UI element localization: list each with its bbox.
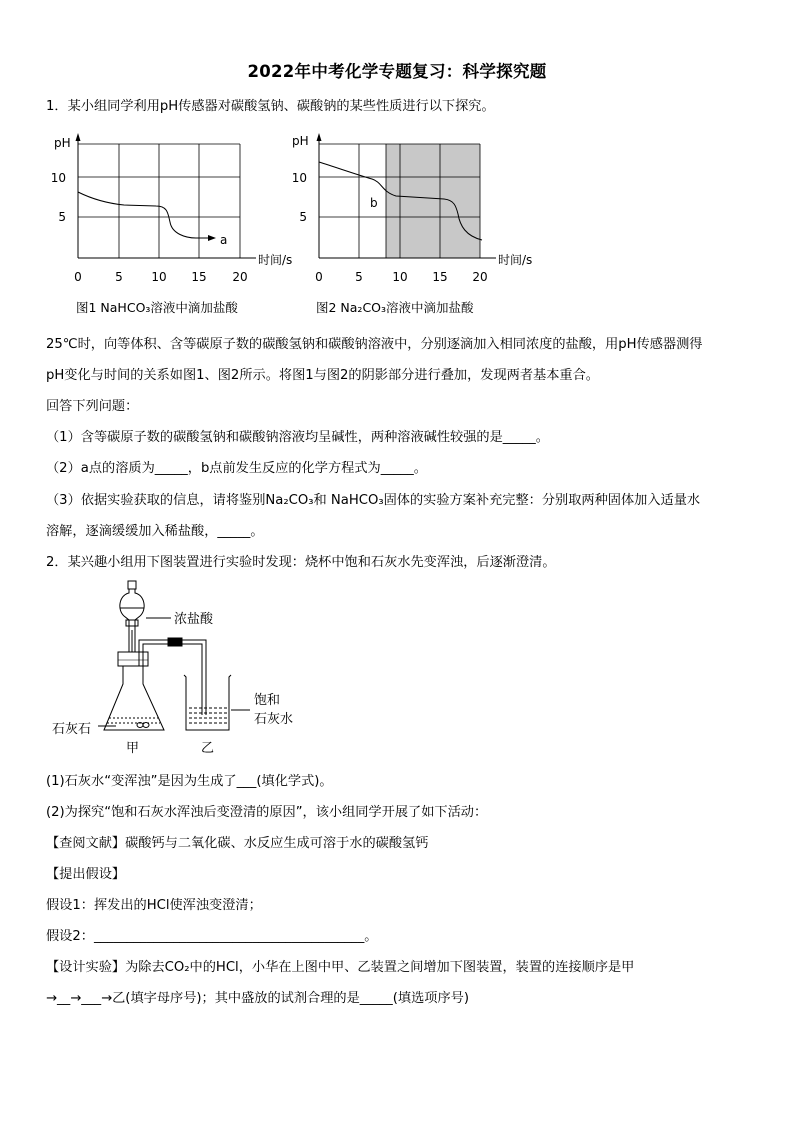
fig1-xtick-20: 20	[232, 270, 248, 284]
fig2-ytick-5: 5	[299, 210, 307, 224]
figure-1	[51, 133, 293, 315]
label-limewater: 石灰水	[254, 712, 294, 727]
beaker	[184, 675, 231, 730]
label-jia: 甲	[126, 741, 140, 756]
q2-hypothesis-1: 假设1：挥发出的HCl使浑浊变澄清；	[46, 898, 262, 913]
q1-para-1: 25℃时，向等体积、含等碳原子数的碳酸氢钠和碳酸钠溶液中，分别逐滴加入相同浓度的盐酸，用pH传感器测得	[46, 337, 703, 352]
q1-sub-2: （2）a点的溶质为_____，b点前发生反应的化学方程式为_____。	[46, 461, 427, 476]
q2-design-1: 【设计实验】为除去CO₂中的HCl，小华在上图中甲、乙装置之间增加下图装置，装置的连接顺序是甲	[46, 960, 635, 975]
delivery-tube	[139, 638, 206, 715]
separatory-funnel	[120, 581, 144, 654]
apparatus-diagram	[46, 580, 356, 760]
q1-sub-3b: 溶解，逐滴缓缓加入稀盐酸，_____。	[46, 524, 264, 539]
q2-hypothesis-2: 假设2：_________________________________________。	[46, 929, 378, 944]
fig2-caption: 图2 Na₂CO₃溶液中滴加盐酸	[316, 300, 474, 315]
fig1-xtick-10: 10	[151, 270, 167, 284]
figure-2	[292, 133, 533, 315]
q1-stem: 1．某小组同学利用pH传感器对碳酸氢钠、碳酸钠的某些性质进行以下探究。	[46, 99, 495, 114]
fig1-point-a: a	[220, 233, 228, 247]
fig1-curve	[78, 192, 210, 238]
q2-design-2: →__→___→乙(填字母序号)；其中盛放的试剂合理的是_____(填选项序号)	[46, 991, 469, 1006]
q2-part-1: (1)石灰水“变浑浊”是因为生成了___(填化学式)。	[46, 774, 333, 789]
ph-figures	[46, 128, 566, 328]
fig2-xtick-0: 0	[315, 270, 323, 284]
fig2-xtick-15: 15	[432, 270, 448, 284]
fig1-y-arrow	[76, 133, 81, 141]
fig2-xlabel: 时间/s	[498, 253, 533, 267]
label-limestone: 石灰石	[52, 722, 92, 737]
conical-flask	[104, 666, 164, 730]
fig1-xtick-0: 0	[74, 270, 82, 284]
q2-stem: 2．某兴趣小组用下图装置进行实验时发现：烧杯中饱和石灰水先变浑浊，后逐渐澄清。	[46, 555, 556, 570]
fig2-point-b: b	[370, 196, 378, 210]
q2-hypothesis-heading: 【提出假设】	[46, 867, 126, 882]
fig2-xtick-10: 10	[392, 270, 408, 284]
q1-sub-1: （1）含等碳原子数的碳酸氢钠和碳酸钠溶液均呈碱性，两种溶液碱性较强的是_____。	[46, 430, 549, 445]
fig2-y-arrow	[317, 133, 322, 141]
page-title: 2022年中考化学专题复习：科学探究题	[247, 62, 547, 81]
fig1-xtick-5: 5	[115, 270, 123, 284]
fig1-ytick-10: 10	[50, 171, 66, 185]
fig1-xlabel: 时间/s	[258, 253, 293, 267]
fig1-xtick-15: 15	[191, 270, 207, 284]
label-yi: 乙	[201, 741, 215, 756]
q1-prompt: 回答下列问题：	[46, 399, 139, 414]
q1-sub-3a: （3）依据实验获取的信息，请将鉴别Na₂CO₃和 NaHCO₃固体的实验方案补充完整：分别取两种固体加入适量水	[46, 493, 701, 508]
fig2-ylabel: pH	[292, 134, 309, 148]
fig1-ytick-5: 5	[58, 210, 66, 224]
apparatus-svg	[46, 580, 356, 760]
fig2-ytick-10: 10	[291, 171, 307, 185]
label-conc-hcl: 浓盐酸	[174, 612, 214, 627]
fig1-caption: 图1 NaHCO₃溶液中滴加盐酸	[76, 300, 238, 315]
fig2-xtick-20: 20	[472, 270, 488, 284]
fig2-xtick-5: 5	[355, 270, 363, 284]
fig1-ylabel: pH	[54, 136, 71, 150]
q2-part-2: (2)为探究“饱和石灰水浑浊后变澄清的原因”，该小组同学开展了如下活动：	[46, 805, 488, 820]
fig1-curve-arrow	[208, 235, 216, 241]
q2-literature: 【查阅文献】碳酸钙与二氧化碳、水反应生成可溶于水的碳酸氢钙	[46, 836, 429, 851]
label-saturated: 饱和	[254, 693, 281, 708]
q1-para-2: pH变化与时间的关系如图1、图2所示。将图1与图2的阴影部分进行叠加，发现两者基本重合。	[46, 368, 599, 383]
ph-figures-svg	[46, 128, 566, 328]
